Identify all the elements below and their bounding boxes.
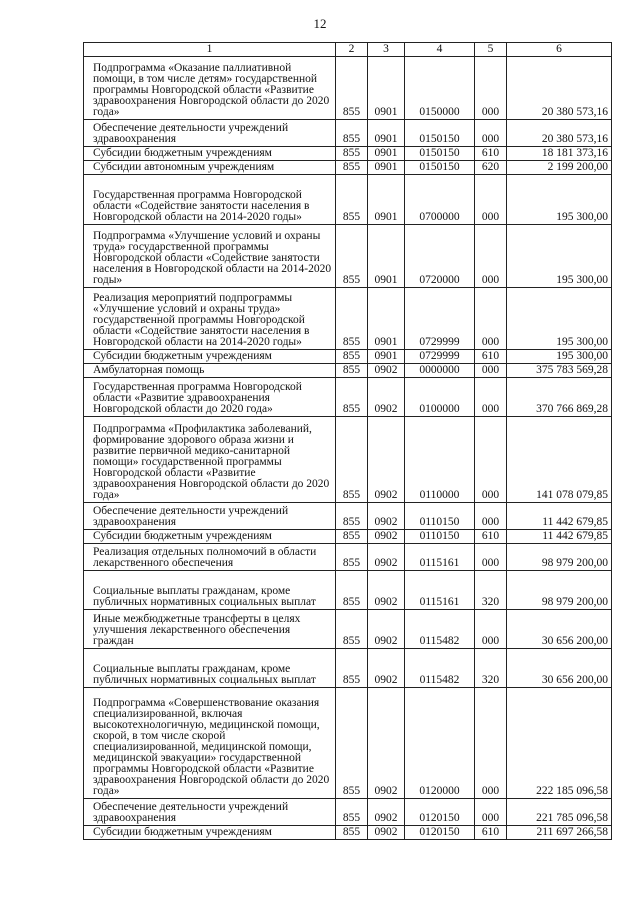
row-section: 0901 [368,288,405,350]
row-sum: 2 199 200,00 [507,161,612,175]
table-row [84,503,612,530]
row-vr: 000 [475,503,507,530]
row-sum: 221 785 096,58 [507,799,612,826]
column-header: 5 [475,43,507,57]
row-adm: 855 [336,378,368,417]
row-target: 0115482 [405,649,475,688]
row-section: 0902 [368,649,405,688]
row-adm: 855 [336,147,368,161]
row-target: 0100000 [405,378,475,417]
row-name: Государственная программа Новгородской области «Содействие занятости населения в Новгородской области на 2014-2020 годы» [84,175,336,225]
row-target: 0150150 [405,147,475,161]
column-header: 6 [507,43,612,57]
row-vr: 000 [475,175,507,225]
row-name: Подпрограмма «Профилактика заболеваний, формирование здорового образа жизни и развитие первичной медико-санитарной помощи» государственной программы Новгородской области «Развитие здравоохранения Новгородской области до 2020 года» [84,417,336,503]
row-target: 0115482 [405,610,475,649]
row-adm: 855 [336,503,368,530]
row-target: 0115161 [405,571,475,610]
table-row [84,57,612,120]
row-name: Социальные выплаты гражданам, кроме публичных нормативных социальных выплат [84,649,336,688]
row-vr: 320 [475,571,507,610]
row-adm: 855 [336,826,368,840]
row-name: Реализация мероприятий подпрограммы «Улучшение условий и охраны труда» государственной программы Новгородской области «Содействие занятости населения в Новгородской области на 2014-2020 годы» [84,288,336,350]
row-section: 0901 [368,225,405,288]
row-adm: 855 [336,610,368,649]
row-name: Подпрограмма «Совершенствование оказания специализированной, включая высокотехнологичную, медицинской помощи, скорой, в том числе скорой специализированной, медицинской помощи, медицинской эвакуации» государственной программы Новгородской области «Развитие здравоохранения Новгородской области до 2020 года» [84,688,336,799]
row-section: 0902 [368,688,405,799]
table-row [84,120,612,147]
row-name: Обеспечение деятельности учреждений здравоохранения [84,799,336,826]
row-name: Государственная программа Новгородской области «Развитие здравоохранения Новгородской области до 2020 года» [84,378,336,417]
row-target: 0729999 [405,288,475,350]
table-row [84,378,612,417]
table-row [84,364,612,378]
row-section: 0901 [368,161,405,175]
row-sum: 30 656 200,00 [507,610,612,649]
row-target: 0110000 [405,417,475,503]
table-row [84,175,612,225]
row-target: 0120000 [405,688,475,799]
row-vr: 610 [475,530,507,544]
column-header: 1 [84,43,336,57]
column-header: 4 [405,43,475,57]
row-adm: 855 [336,571,368,610]
row-target: 0120150 [405,826,475,840]
row-target: 0000000 [405,364,475,378]
table-row [84,288,612,350]
row-adm: 855 [336,688,368,799]
row-adm: 855 [336,225,368,288]
row-vr: 000 [475,364,507,378]
row-section: 0902 [368,364,405,378]
row-name: Иные межбюджетные трансферты в целях улучшения лекарственного обеспечения граждан [84,610,336,649]
table-row [84,161,612,175]
row-name: Субсидии бюджетным учреждениям [84,826,336,840]
row-vr: 620 [475,161,507,175]
row-vr: 000 [475,120,507,147]
row-sum: 195 300,00 [507,288,612,350]
row-section: 0901 [368,147,405,161]
table-row [84,610,612,649]
row-section: 0902 [368,799,405,826]
row-vr: 320 [475,649,507,688]
row-sum: 98 979 200,00 [507,571,612,610]
row-sum: 195 300,00 [507,350,612,364]
row-adm: 855 [336,649,368,688]
row-name: Подпрограмма «Оказание паллиативной помощи, в том числе детям» государственной программы Новгородской области «Развитие здравоохранения Новгородской области до 2020 года» [84,57,336,120]
row-vr: 000 [475,544,507,571]
row-adm: 855 [336,120,368,147]
row-adm: 855 [336,417,368,503]
row-target: 0110150 [405,503,475,530]
row-sum: 20 380 573,16 [507,57,612,120]
row-adm: 855 [336,288,368,350]
budget-table [83,42,612,840]
row-name: Реализация отдельных полномочий в области лекарственного обеспечения [84,544,336,571]
table-row [84,571,612,610]
row-target: 0150150 [405,161,475,175]
row-vr: 000 [475,417,507,503]
row-name: Субсидии бюджетным учреждениям [84,530,336,544]
row-sum: 370 766 869,28 [507,378,612,417]
row-target: 0720000 [405,225,475,288]
row-name: Субсидии автономным учреждениям [84,161,336,175]
table-row [84,350,612,364]
row-sum: 18 181 373,16 [507,147,612,161]
row-adm: 855 [336,350,368,364]
table-row [84,530,612,544]
table-row [84,544,612,571]
row-sum: 211 697 266,58 [507,826,612,840]
row-name: Обеспечение деятельности учреждений здравоохранения [84,120,336,147]
row-vr: 000 [475,799,507,826]
table-row [84,649,612,688]
row-section: 0902 [368,571,405,610]
row-sum: 98 979 200,00 [507,544,612,571]
row-name: Субсидии бюджетным учреждениям [84,147,336,161]
row-adm: 855 [336,799,368,826]
row-name: Обеспечение деятельности учреждений здравоохранения [84,503,336,530]
row-sum: 141 078 079,85 [507,417,612,503]
page-number: 12 [313,16,327,31]
table-row [84,826,612,840]
row-target: 0700000 [405,175,475,225]
row-target: 0150150 [405,120,475,147]
row-vr: 610 [475,350,507,364]
row-vr: 610 [475,826,507,840]
row-section: 0902 [368,544,405,571]
table-row [84,147,612,161]
row-sum: 195 300,00 [507,225,612,288]
row-name: Субсидии бюджетным учреждениям [84,350,336,364]
row-target: 0120150 [405,799,475,826]
table-row [84,799,612,826]
table-row [84,417,612,503]
header-row [84,43,612,57]
row-sum: 20 380 573,16 [507,120,612,147]
column-header: 2 [336,43,368,57]
table-row [84,225,612,288]
row-section: 0902 [368,530,405,544]
column-header: 3 [368,43,405,57]
row-sum: 375 783 569,28 [507,364,612,378]
row-adm: 855 [336,175,368,225]
row-name: Подпрограмма «Улучшение условий и охраны труда» государственной программы Новгородской области «Содействие занятости населения в Новгородской области на 2014-2020 годы» [84,225,336,288]
row-vr: 000 [475,610,507,649]
row-target: 0115161 [405,544,475,571]
row-target: 0729999 [405,350,475,364]
row-vr: 610 [475,147,507,161]
row-vr: 000 [475,57,507,120]
row-adm: 855 [336,57,368,120]
row-section: 0901 [368,57,405,120]
row-adm: 855 [336,530,368,544]
row-sum: 195 300,00 [507,175,612,225]
row-sum: 11 442 679,85 [507,503,612,530]
row-section: 0901 [368,350,405,364]
row-section: 0902 [368,417,405,503]
row-vr: 000 [475,225,507,288]
row-target: 0150000 [405,57,475,120]
row-sum: 222 185 096,58 [507,688,612,799]
row-vr: 000 [475,288,507,350]
row-section: 0901 [368,175,405,225]
row-sum: 30 656 200,00 [507,649,612,688]
row-vr: 000 [475,378,507,417]
row-section: 0902 [368,378,405,417]
row-adm: 855 [336,161,368,175]
row-name: Социальные выплаты гражданам, кроме публичных нормативных социальных выплат [84,571,336,610]
table-row [84,688,612,799]
row-section: 0902 [368,610,405,649]
row-target: 0110150 [405,530,475,544]
row-sum: 11 442 679,85 [507,530,612,544]
row-section: 0902 [368,826,405,840]
row-section: 0901 [368,120,405,147]
row-section: 0902 [368,503,405,530]
row-vr: 000 [475,688,507,799]
row-name: Амбулаторная помощь [84,364,336,378]
row-adm: 855 [336,544,368,571]
row-adm: 855 [336,364,368,378]
